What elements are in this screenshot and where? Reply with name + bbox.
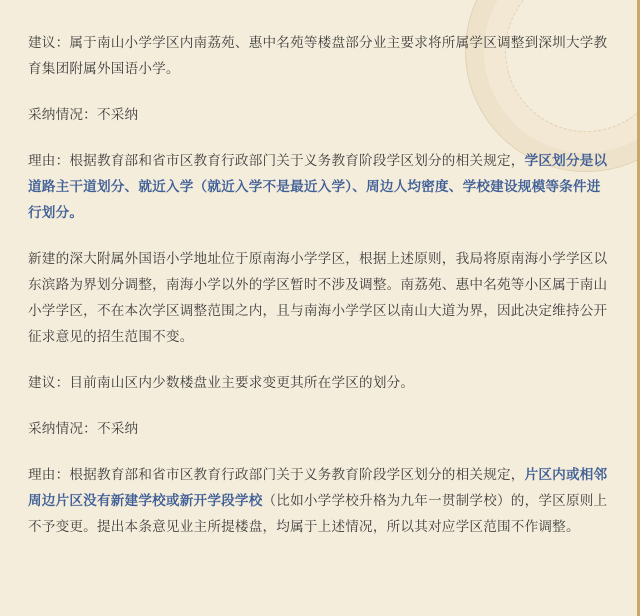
- reason-paragraph-1: [28, 148, 612, 226]
- suggestion-paragraph-1: 建议：属于南山小学学区内南荔苑、惠中名苑等楼盘部分业主要求将所属学区调整到深圳大学教育集团附属外国语小学。: [28, 35, 608, 77]
- reason-1-highlight: 学区划分是以道路主干道划分、就近入学（就近入学不是最近入学）、周边人均密度、学校建设规模等条件进行划分。: [28, 153, 608, 221]
- reason-paragraph-2: [28, 462, 612, 540]
- reason-2-prefix: 理由：根据教育部和省市区教育行政部门关于义务教育阶段学区划分的相关规定，: [28, 467, 525, 483]
- adoption-status-1: 采纳情况：不采纳: [28, 107, 139, 123]
- reason-2-highlight: 片区内或相邻周边片区没有新建学校或新开学段学校: [28, 467, 608, 509]
- article-body: [28, 30, 612, 560]
- suggestion-paragraph-2: 建议：目前南山区内少数楼盘业主要求变更其所在学区的划分。: [28, 375, 415, 391]
- adoption-status-2: 采纳情况：不采纳: [28, 421, 139, 437]
- explanation-paragraph: 新建的深大附属外国语小学地址位于原南海小学学区，根据上述原则，我局将原南海小学学区以东滨路为界划分调整，南海小学以外的学区暂时不涉及调整。南荔苑、惠中名苑等小区属于南山小学学区，不在本次学区调整范围之内，且与南海小学学区以南山大道为界，因此决定维持公开征求意见的招生范围不变。: [28, 251, 608, 345]
- reason-1-prefix: 理由：根据教育部和省市区教育行政部门关于义务教育阶段学区划分的相关规定，: [28, 153, 525, 169]
- reason-2-suffix: （比如小学学校升格为九年一贯制学校）的，学区原则上不予变更。提出本条意见业主所提楼盘，均属于上述情况，所以其对应学区范围不作调整。: [28, 493, 608, 535]
